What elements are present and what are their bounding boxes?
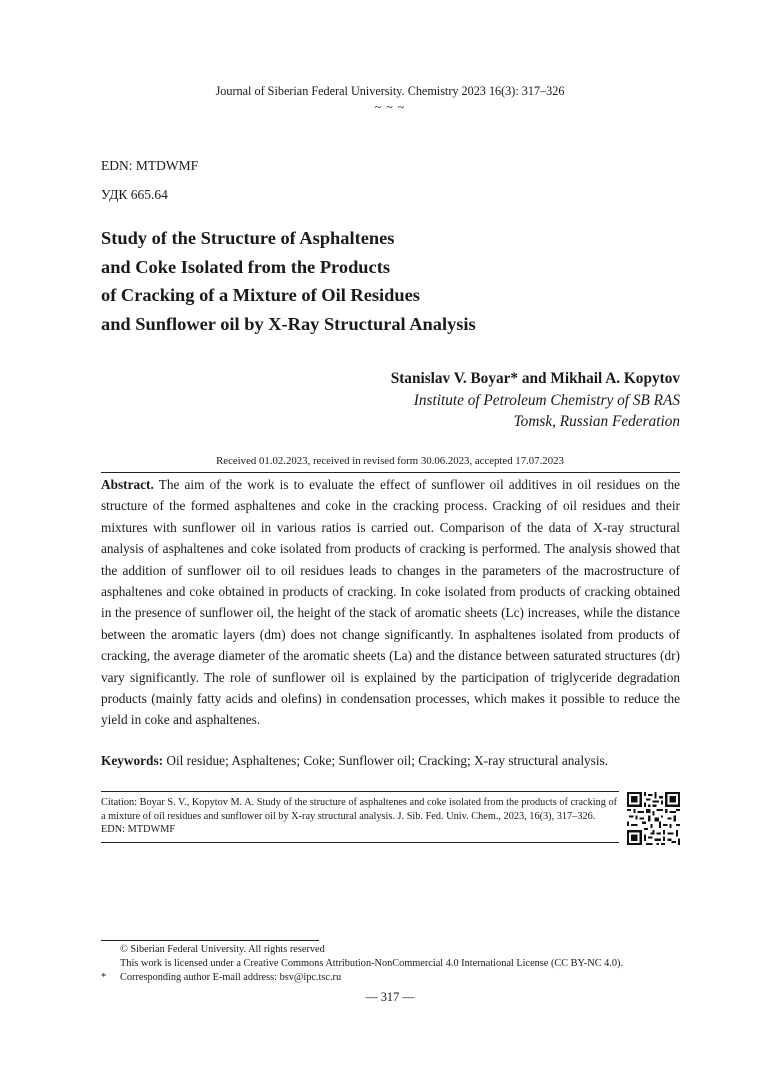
- abstract-text: The aim of the work is to evaluate the effect of sunflower oil additives in oil residues on the structure of the formed asphaltenes and coke in the cracking process. Cracking of oil residues and their mixtures with sunflower oil in various ratios is carried out. Comparison of the data of X-ray structural analysis of asphaltenes and coke isolated from products of cracking is performed. The analysis showed that the addition of sunflower oil to oil residues leads to changes in the parameters of the macrostructure of asphaltenes and coke obtained in products of cracking. In coke isolated from products of cracking obtained in the presence of sunflower oil, the height of the stack of aromatic sheets (Lc) increases, while the distance between the aromatic layers (dm) does not change significantly. In asphaltenes isolated from products of cracking, the average diameter of the aromatic sheets (La) and the distance between saturated structures (dr) vary significantly. The role of sunflower oil is explained by the participation of triglyceride degradation products (mainly fatty acids and olefins) in condensation processes, which makes it possible to reduce the yield in coke and asphaltenes.: [101, 477, 680, 728]
- qr-code-icon[interactable]: [627, 792, 680, 845]
- citation-block: Citation: Boyar S. V., Kopytov M. A. Study of the structure of asphaltenes and coke isolated from the products of cracking of a mixture of oil residues and sunflower oil by X-ray structural analysis. J. Sib. Fed. Univ. Chem., 2023, 16(3), 317–326. EDN: MTDWMF: [101, 797, 618, 836]
- authors: Stanislav V. Boyar* and Mikhail A. Kopytov: [390, 370, 680, 387]
- title-line: and Sunflower oil by X-Ray Structural Analysis: [101, 313, 476, 334]
- license-note: This work is licensed under a Creative Commons Attribution-NonCommercial 4.0 International License (CC BY-NC 4.0).: [120, 958, 624, 969]
- edn-identifier: EDN: MTDWMF: [101, 158, 199, 173]
- title-line: Study of the Structure of Asphaltenes: [101, 228, 395, 248]
- udk-identifier: УДК 665.64: [101, 187, 168, 202]
- keywords-label: Keywords:: [101, 753, 164, 768]
- footnote-asterisk: *: [101, 972, 107, 983]
- keywords: [101, 751, 680, 771]
- abstract-label: Abstract.: [101, 477, 154, 492]
- abstract-top-rule: [101, 472, 680, 473]
- title-line: of Cracking of a Mixture of Oil Residues: [101, 285, 420, 306]
- citation-bottom-rule: [101, 842, 619, 843]
- affiliation-institute: Institute of Petroleum Chemistry of SB RAS: [413, 392, 680, 409]
- corresponding-author-note: Corresponding author E-mail address: bsv@ipc.tsc.ru: [120, 972, 342, 983]
- keywords-text: Oil residue; Asphaltenes; Coke; Sunflower oil; Cracking; X-ray structural analysis.: [163, 753, 609, 768]
- journal-header: Journal of Siberian Federal University. Chemistry 2023 16(3): 317–326: [215, 84, 565, 98]
- citation-top-rule: [101, 791, 619, 792]
- affiliation-location: Tomsk, Russian Federation: [513, 413, 680, 430]
- page-number: — 317 —: [365, 990, 415, 1004]
- header-ornament: ~ ~ ~: [374, 100, 406, 114]
- abstract: [101, 474, 680, 731]
- copyright-note: © Siberian Federal University. All rights reserved: [120, 944, 325, 955]
- footnote-rule: [101, 940, 319, 941]
- received-dates: Received 01.02.2023, received in revised form 30.06.2023, accepted 17.07.2023: [216, 455, 564, 467]
- article-title: [101, 224, 661, 338]
- title-line: and Coke Isolated from the Products: [101, 256, 390, 277]
